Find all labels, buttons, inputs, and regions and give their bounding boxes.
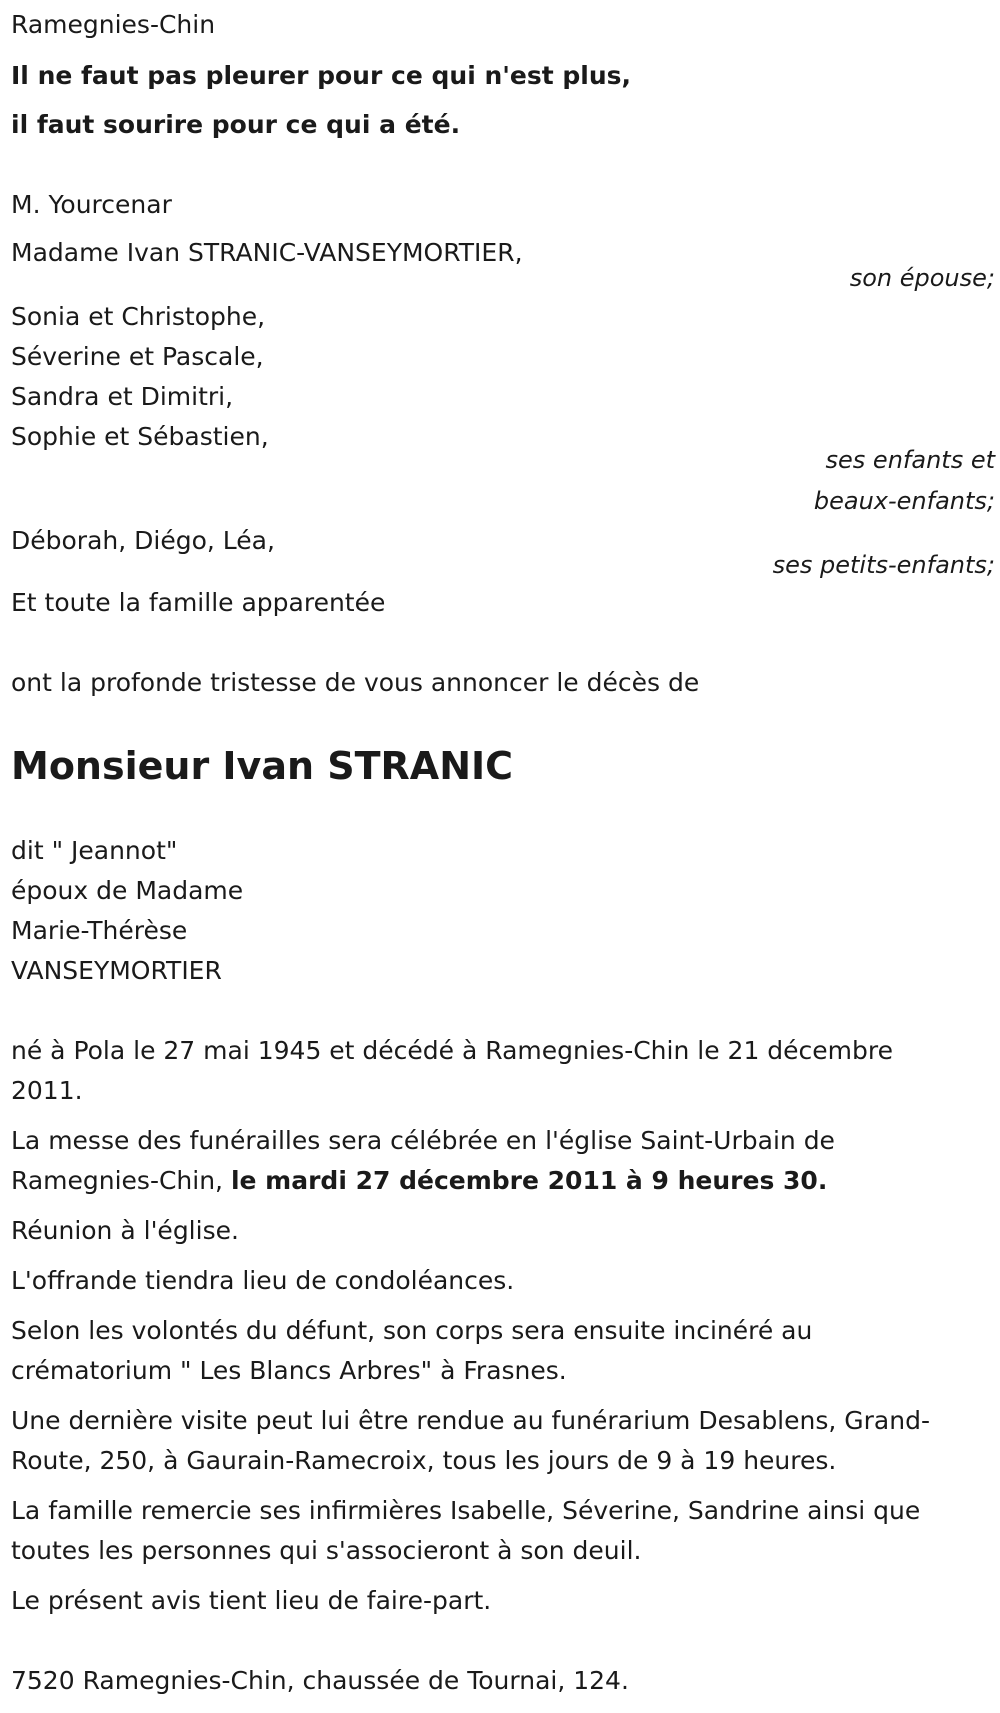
town-heading: Ramegnies-Chin — [11, 10, 216, 39]
grandchildren-names: Déborah, Diégo, Léa, — [11, 526, 275, 555]
quote-author: M. Yourcenar — [11, 190, 172, 219]
quote-line-1: Il ne faut pas pleurer pour ce qui n'est plus, — [11, 61, 632, 90]
grandchildren-role: ses petits-enfants; — [772, 551, 995, 579]
birth-death-line-2: 2011. — [11, 1076, 83, 1105]
thanks-line-2: toutes les personnes qui s'associeront à son deuil. — [11, 1536, 642, 1565]
address: 7520 Ramegnies-Chin, chaussée de Tournai, 124. — [11, 1666, 629, 1695]
child-line: Sandra et Dimitri, — [11, 382, 234, 411]
quote-line-2: il faut sourire pour ce qui a été. — [11, 110, 461, 139]
children-role-line-1: ses enfants et — [825, 446, 995, 474]
visit-line-2: Route, 250, à Gaurain-Ramecroix, tous les jours de 9 à 19 heures. — [11, 1446, 837, 1475]
thanks-line-1: La famille remercie ses infirmières Isabelle, Séverine, Sandrine ainsi que — [11, 1496, 921, 1525]
deceased-detail: dit " Jeannot" — [11, 836, 178, 865]
notice-line: Le présent avis tient lieu de faire-part. — [11, 1586, 492, 1615]
deceased-detail: époux de Madame — [11, 876, 244, 905]
spouse-name: Madame Ivan STRANIC-VANSEYMORTIER, — [11, 238, 523, 267]
announcement: ont la profonde tristesse de vous annoncer le décès de — [11, 668, 700, 697]
mass-line-2 — [11, 1166, 827, 1196]
child-line: Sophie et Sébastien, — [11, 422, 269, 451]
cremation-line-1: Selon les volontés du défunt, son corps sera ensuite incinéré au — [11, 1316, 813, 1345]
offering-line: L'offrande tiendra lieu de condoléances. — [11, 1266, 515, 1295]
deceased-detail: VANSEYMORTIER — [11, 956, 222, 985]
child-line: Sonia et Christophe, — [11, 302, 266, 331]
cremation-line-2: crématorium " Les Blancs Arbres" à Frasnes. — [11, 1356, 567, 1385]
visit-line-1: Une dernière visite peut lui être rendue au funérarium Desablens, Grand- — [11, 1406, 930, 1435]
birth-death-line-1: né à Pola le 27 mai 1945 et décédé à Ramegnies-Chin le 21 décembre — [11, 1036, 894, 1065]
mass-date: le mardi 27 décembre 2011 à 9 heures 30. — [230, 1166, 828, 1195]
child-line: Séverine et Pascale, — [11, 342, 264, 371]
deceased-name: Monsieur Ivan STRANIC — [11, 744, 514, 788]
deceased-detail: Marie-Thérèse — [11, 916, 188, 945]
reunion-line: Réunion à l'église. — [11, 1216, 239, 1245]
extended-family: Et toute la famille apparentée — [11, 588, 386, 617]
mass-line-1: La messe des funérailles sera célébrée en l'église Saint-Urbain de — [11, 1126, 835, 1155]
mass-town: Ramegnies-Chin, — [11, 1166, 223, 1195]
spouse-role: son épouse; — [849, 264, 995, 292]
children-role-line-2: beaux-enfants; — [813, 487, 995, 515]
